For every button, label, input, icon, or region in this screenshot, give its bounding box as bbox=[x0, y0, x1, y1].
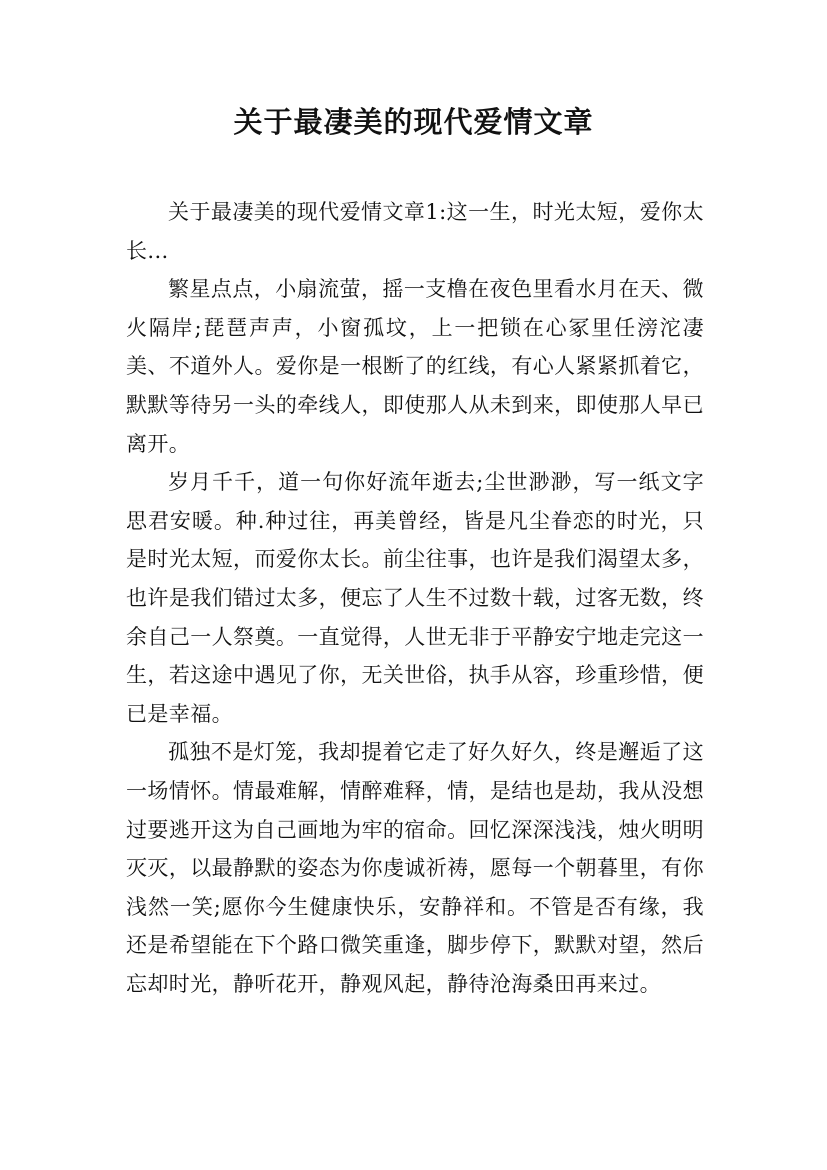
document-title: 关于最凄美的现代爱情文章 bbox=[233, 105, 594, 139]
paragraph-4: 孤独不是灯笼，我却提着它走了好久好久，终是邂逅了这一场情怀。情最难解，情醉难释，情，是结也是劫，我从没想过要逃开这为自己画地为牢的宿命。回忆深深浅浅，烛火明明灭灭，以最静默的姿态为你虔诚祈祷，愿每一个朝暮里，有你浅然一笑;愿你今生健康快乐，安静祥和。不管是否有缘，我还是希望能在下个路口微笑重逢，脚步停下，默默对望，然后忘却时光，静听花开，静观风起，静待沧海桑田再来过。 bbox=[126, 740, 704, 996]
paragraph-3: 岁月千千，道一句你好流年逝去;尘世渺渺，写一纸文字思君安暖。种.种过往，再美曾经，皆是凡尘眷恋的时光，只是时光太短，而爱你太长。前尘往事，也许是我们渴望太多，也许是我们错过太多，便忘了人生不过数十载，过客无数，终余自己一人祭奠。一直觉得，人世无非于平静安宁地走完这一生，若这途中遇见了你，无关世俗，执手从容，珍重珍惜，便已是幸福。 bbox=[126, 470, 704, 726]
paragraph-2: 繁星点点，小扇流萤，摇一支橹在夜色里看水月在天、微火隔岸;琵琶声声，小窗孤坟，上一把锁在心冢里任滂沱凄美、不道外人。爱你是一根断了的红线，有心人紧紧抓着它，默默等待另一头的牵线人，即使那人从未到来，即使那人早已离开。 bbox=[126, 277, 704, 456]
paragraph-1: 关于最凄美的现代爱情文章1:这一生，时光太短，爱你太长... bbox=[126, 200, 704, 263]
document-body bbox=[126, 193, 704, 1003]
